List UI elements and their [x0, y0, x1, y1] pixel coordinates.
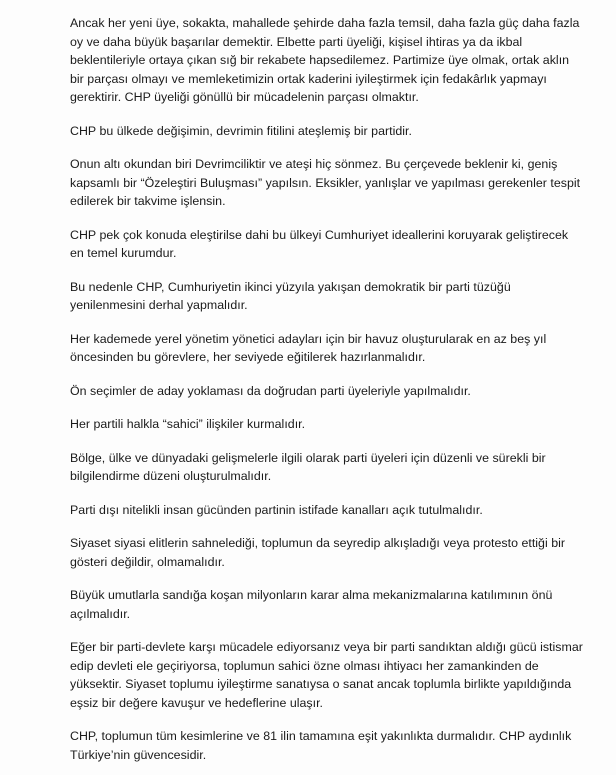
paragraph-party-state: Eğer bir parti-devlete karşı mücadele ediyorsanız veya bir parti sandıktan aldığı gücü istismar edip devleti ele geçiriyorsa, toplumun sahici özne olması ihtiyacı her zamankinden de yüksektir. Siyaset toplumu iyileştirme sanatıysa o sanat ancak toplumla birlikte yapıldığında eşsiz bir değere kavuşur ve hedeflerine ulaşır.	[70, 640, 583, 710]
paragraph-participation: Büyük umutlarla sandığa koşan milyonların karar alma mekanizmalarına katılımının önü açılmalıdır.	[70, 588, 553, 621]
document-body	[70, 14, 590, 779]
paragraph-revolution: CHP bu ülkede değişimin, devrimin fitilini ateşlemiş bir partidir.	[70, 123, 412, 138]
paragraph-relations: Her partili halkla “sahici” ilişkiler kurmalıdır.	[70, 417, 306, 431]
paragraph-information: Bölge, ülke ve dünyadaki gelişmelerle ilgili olarak parti üyeleri için düzenli ve sürekli bir bilgilendirme düzeni oluşturulmalıdır.	[70, 450, 546, 483]
paragraph-self-criticism: Onun altı okundan biri Devrimciliktir ve ateşi hiç sönmez. Bu çerçevede beklenir ki, geniş kapsamlı bir “Özeleştiri Buluşması” yapılsın. Eksikler, yanlışlar ve yapılması gerekenler tespit edilerek bir takvime işlensin.	[70, 157, 581, 208]
paragraph-human-resources: Parti dışı nitelikli insan gücünden partinin istifade kanalları açık tutulmalıdır.	[70, 502, 483, 517]
paragraph-institution: CHP pek çok konuda eleştirilse dahi bu ülkeyi Cumhuriyet ideallerini koruyarak geliştirecek en temel kurumdur.	[70, 227, 569, 260]
paragraph-closing: CHP, toplumun tüm kesimlerine ve 81 ilin tamamına eşit yakınlıkta durmalıdır. CHP aydınlık Türkiye’nin güvencesidir.	[70, 729, 572, 762]
paragraph-politics-show: Siyaset siyasi elitlerin sahnelediği, toplumun da seyredip alkışladığı veya protesto ettiği bir gösteri değildir, olmamalıdır.	[70, 536, 566, 569]
paragraph-local-candidates: Her kademede yerel yönetim yönetici adayları için bir havuz oluşturularak en az beş yıl öncesinden bu görevlere, her seviyede eğitilerek hazırlanmalıdır.	[70, 331, 547, 364]
paragraph-primaries: Ön seçimler de aday yoklaması da doğrudan parti üyeleriyle yapılmalıdır.	[70, 383, 471, 398]
paragraph-party-charter: Bu nedenle CHP, Cumhuriyetin ikinci yüzyıla yakışan demokratik bir parti tüzüğü yenilenmesini derhal yapmalıdır.	[70, 279, 511, 312]
paragraph-membership: Ancak her yeni üye, sokakta, mahallede şehirde daha fazla temsil, daha fazla güç daha fazla oy ve daha büyük başarılar demektir. Elbette parti üyeliği, kişisel ihtiras ya da ikbal beklentileriyle ortaya çıkan sığ bir rekabete hapsedilemez. Partimize üye olmak, ortak aklın bir parçası olmayı ve memleketimizin ortak kaderini iyileştirmek için fedakârlık yapmayı gerektirir. CHP üyeliği gönüllü bir mücadelenin parçası olmaktır.	[70, 16, 580, 104]
